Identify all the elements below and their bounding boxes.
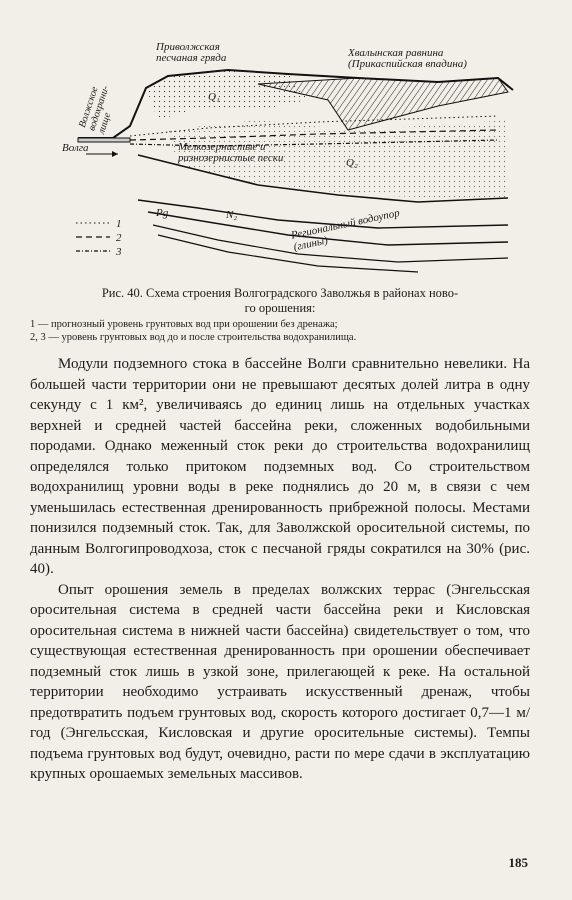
arrow-head <box>112 151 118 157</box>
caption-title-line1: Рис. 40. Схема строения Волгоградского Заволжья в районах ново- <box>101 286 459 300</box>
q1-hatched-layer <box>258 78 508 130</box>
label-aquitard: Региональный водоупор (глины) <box>290 206 401 254</box>
stratum-4 <box>158 235 418 272</box>
paragraph: Модули подземного стока в бассейне Волги сравнительно невелики. На большей части территории они не превышают десятых долей литра в одну секунду с 1 км², увеличиваясь до единиц лишь на отдельных участках верхней и средней частей бассейна реки, сложенных водобильными породами. Однако меженный сток реки до строительства водохранилищ определялся только притоком подземных вод. Со строительством водохранилищ уровни воды в реке поднялись до 20 м, в связи с чем уменьшилась естественная дренированность прибрежной полосы. Местами понизился подземный сток. Так, для Заволжской оросительной системы, по данным Волгогипроводхоза, сток с песчаной гряды сократился на 30% (рис. 40). <box>30 356 530 577</box>
label-privolzhskaya: Приволжская песчаная гряда <box>156 41 227 64</box>
label-q2: Q₂ <box>346 157 358 169</box>
page-number: 185 <box>508 855 528 870</box>
label-khvalynskaya: Хвалынская равнина (Прикаспийская впадина) <box>348 47 467 70</box>
label-n2: N₂ <box>226 209 238 221</box>
legend <box>116 217 122 259</box>
caption-note <box>30 318 530 344</box>
body-text <box>30 354 530 785</box>
caption-title-line2: го орошения: <box>244 301 316 315</box>
label-pg: Pg <box>156 207 169 219</box>
label-q1: Q₁ <box>208 91 220 103</box>
legend-item: 2 <box>116 232 122 244</box>
figure-40 <box>58 30 528 280</box>
label-volzhskoe: Волжское водохрани- лище <box>77 84 114 136</box>
legend-item: 3 <box>116 246 122 258</box>
label-sands: Мелкозернистые и разнозернистые пески <box>178 141 284 164</box>
figure-caption <box>30 286 530 316</box>
caption-note-line2: 2, 3 — уровень грунтовых вод до и после строительства водохранилища. <box>30 332 357 343</box>
legend-item: 1 <box>116 218 122 230</box>
label-volga: Волга <box>62 142 89 154</box>
paragraph: Опыт орошения земель в пределах волжских террас (Энгельсская оросительная система в средней части бассейна реки и Кисловская оросительная система в нижней части бассейна) свидетельствует о том, что существующая естественная дренированность при орошении обеспечивает подземный сток лишь в узкой зоне, прилегающей к реке. На остальной территории необходимо устраивать искусственный дренаж, чтобы предотвратить подъем грунтовых вод, скорость которого достигает 0,7—1 м/год (Энгельсская, Кисловская и другие оросительные системы). Темпы подъема грунтовых вод будут, очевидно, расти по мере сдачи в эксплуатацию крупных орошаемых земельных массивов. <box>30 581 530 782</box>
sand-ridge-fill <box>146 70 308 120</box>
caption-note-line1: 1 — прогнозный уровень грунтовых вод при орошении без дренажа; <box>30 319 338 330</box>
